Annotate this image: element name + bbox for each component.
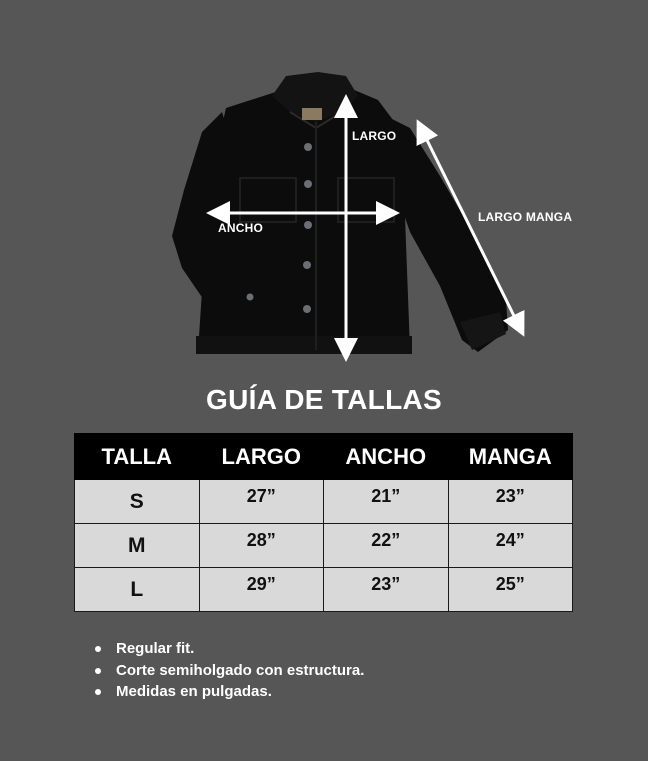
- column-header-largo: LARGO: [199, 434, 324, 480]
- manga-cell: 23”: [448, 480, 573, 524]
- list-item: Medidas en pulgadas.: [94, 681, 364, 703]
- ancho-cell: 23”: [324, 568, 449, 612]
- jacket-measurement-figure: [0, 0, 648, 370]
- column-header-manga: MANGA: [448, 434, 573, 480]
- largo-cell: 27”: [199, 480, 324, 524]
- size-cell: L: [75, 568, 200, 612]
- largo-cell: 29”: [199, 568, 324, 612]
- ancho-label: ANCHO: [218, 221, 263, 235]
- size-table: [74, 433, 573, 612]
- column-header-ancho: ANCHO: [324, 434, 449, 480]
- table-row: [75, 524, 573, 568]
- notes-list: [94, 638, 364, 703]
- ancho-cell: 21”: [324, 480, 449, 524]
- manga-cell: 24”: [448, 524, 573, 568]
- table-row: [75, 480, 573, 524]
- list-item: Corte semiholgado con estructura.: [94, 660, 364, 682]
- largo-label: LARGO: [352, 129, 397, 143]
- size-cell: S: [75, 480, 200, 524]
- size-cell: M: [75, 524, 200, 568]
- manga-cell: 25”: [448, 568, 573, 612]
- page-title: GUÍA DE TALLAS: [206, 384, 442, 415]
- largo-cell: 28”: [199, 524, 324, 568]
- table-header-row: [75, 434, 573, 480]
- table-row: [75, 568, 573, 612]
- ancho-cell: 22”: [324, 524, 449, 568]
- column-header-talla: TALLA: [75, 434, 200, 480]
- largo-manga-label: LARGO MANGA: [478, 210, 573, 224]
- list-item: Regular fit.: [94, 638, 364, 660]
